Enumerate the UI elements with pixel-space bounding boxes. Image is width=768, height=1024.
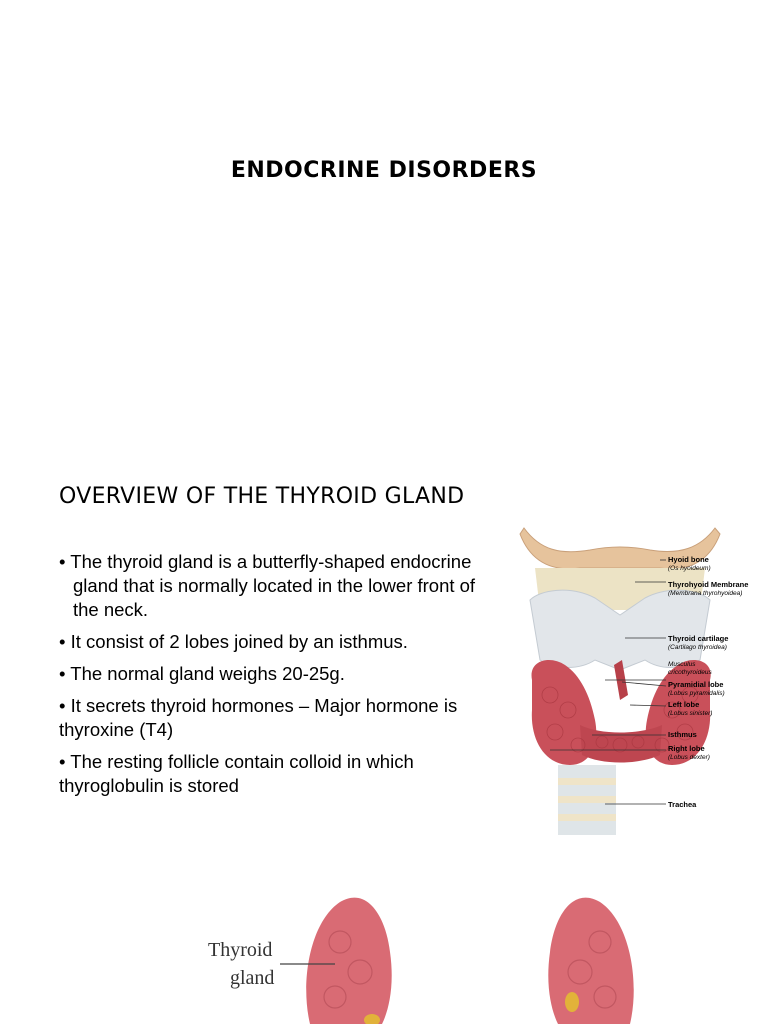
bullet-list: [59, 550, 499, 806]
slide-title: ENDOCRINE DISORDERS: [230, 158, 538, 183]
bullet-item: • It secrets thyroid hormones – Major hormone is thyroxine (T4): [59, 695, 458, 740]
illustration-left-lobe: [306, 898, 391, 1024]
label-musculus-latin: cricothyroideus: [668, 669, 712, 676]
label-cartilage: Thyroid cartilage: [668, 634, 729, 643]
label-cartilage-latin: (Cartilago thyroidea): [668, 644, 727, 651]
bullet-item: • The thyroid gland is a butterfly-shaped endocrine gland that is normally located in the lower front of the neck.: [59, 551, 476, 620]
illustration-gland-blob: [565, 992, 579, 1012]
label-pyramidal-lobe: Pyramidial lobe: [668, 680, 724, 689]
label-membrane-latin: (Membrana thyrohyoidea): [668, 590, 743, 597]
label-trachea: Trachea: [668, 800, 697, 809]
illustration-label-line1: Thyroid: [208, 939, 273, 961]
section-heading: OVERVIEW OF THE THYROID GLAND: [59, 484, 465, 509]
label-left-lobe-latin: (Lobus sinister): [668, 710, 713, 717]
label-right-lobe: Right lobe: [668, 744, 705, 753]
thyroid-anatomy-diagram: [510, 520, 760, 840]
label-isthmus: Isthmus: [668, 730, 697, 739]
label-hyoid-bone-latin: (Os hyoideum): [668, 565, 711, 572]
label-right-lobe-latin: (Lobus dexter): [668, 754, 710, 761]
trachea-shape: [558, 765, 616, 835]
isthmus-shape: [580, 725, 662, 763]
label-membrane: Thyrohyoid Membrane: [668, 580, 749, 589]
illustration-right-lobe: [548, 898, 633, 1024]
bullet-item: • The normal gland weighs 20-25g.: [59, 663, 345, 684]
label-left-lobe: Left lobe: [668, 700, 700, 709]
thyroid-illustration: [160, 892, 680, 1024]
bullet-item: • The resting follicle contain colloid in which thyroglobulin is stored: [59, 751, 414, 796]
bullet-item: • It consist of 2 lobes joined by an isthmus.: [59, 631, 408, 652]
label-musculus: Musculus: [668, 661, 696, 668]
label-hyoid-bone: Hyoid bone: [668, 555, 709, 564]
label-pyramidal-lobe-latin: (Lobus pyramidalis): [668, 690, 725, 697]
illustration-label-line2: gland: [230, 967, 275, 989]
